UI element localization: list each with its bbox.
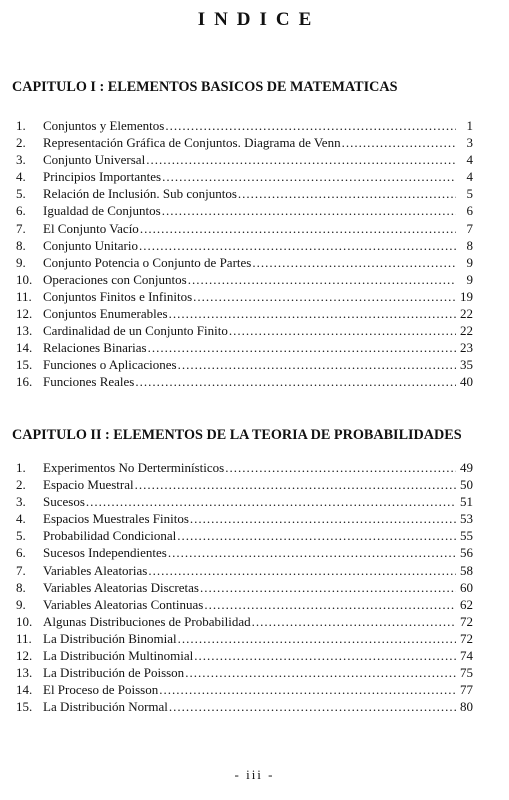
toc-entry	[16, 220, 473, 237]
entry-page-number: 80	[460, 699, 473, 715]
entry-page-number: 5	[466, 186, 473, 202]
entry-number: 1.	[16, 460, 26, 475]
toc-entry	[16, 544, 473, 561]
toc-entry	[16, 168, 473, 185]
entry-number: 8.	[16, 579, 26, 595]
entry-number: 2.	[16, 477, 26, 493]
entry-page-number: 40	[460, 374, 473, 390]
entry-page-number: 77	[460, 682, 473, 698]
entry-number: 14.	[16, 340, 33, 356]
entry-page-number: 8	[466, 237, 473, 253]
entry-number: 2.	[16, 135, 26, 151]
entry-number: 8.	[16, 237, 26, 253]
entry-page-number: 23	[460, 340, 473, 356]
entry-number: 12.	[16, 306, 33, 322]
dot-leader	[148, 562, 456, 579]
entry-title: Variables Aleatorias Discretas	[43, 579, 199, 595]
entry-title: Relaciones Binarias	[43, 340, 147, 356]
toc-entry	[16, 117, 473, 134]
entry-page-number: 19	[460, 288, 473, 304]
dot-leader	[178, 356, 456, 373]
dot-leader	[148, 339, 456, 356]
entry-title: Sucesos	[43, 494, 85, 510]
toc-entry	[16, 647, 473, 664]
entry-title: La Distribución Binomial	[43, 630, 177, 646]
entry-number: 7.	[16, 562, 26, 578]
dot-leader	[252, 254, 456, 271]
entry-page-number: 53	[460, 511, 473, 527]
entry-number: 3.	[16, 494, 26, 510]
dot-leader	[252, 613, 456, 630]
entry-page-number: 60	[460, 579, 473, 595]
entry-title: La Distribución Multinomial	[43, 648, 194, 664]
entry-title: Espacios Muestrales Finitos	[43, 511, 189, 527]
entry-page-number: 22	[460, 323, 473, 339]
entry-number: 9.	[16, 254, 26, 270]
entry-page-number: 74	[460, 648, 473, 664]
dot-leader	[178, 630, 456, 647]
page-title: INDICE	[197, 9, 321, 30]
entry-page-number: 51	[460, 494, 473, 510]
entry-number: 15.	[16, 357, 33, 373]
entry-number: 3.	[16, 152, 26, 168]
entry-number: 5.	[16, 186, 26, 202]
toc-entry	[16, 185, 473, 202]
entry-title: El Conjunto Vacío	[43, 220, 139, 236]
entry-title: Funciones Reales	[43, 374, 135, 390]
toc-entry	[16, 237, 473, 254]
dot-leader	[200, 579, 456, 596]
dot-leader	[140, 220, 456, 237]
entry-number: 16.	[16, 374, 33, 390]
toc-entry	[16, 476, 473, 493]
entry-page-number: 22	[460, 306, 473, 322]
toc-entry	[16, 322, 473, 339]
toc-entry	[16, 151, 473, 168]
dot-leader	[185, 664, 456, 681]
dot-leader	[193, 288, 456, 305]
entry-page-number: 7	[466, 220, 473, 236]
entry-number: 12.	[16, 648, 33, 664]
entry-title: Conjunto Potencia o Conjunto de Partes	[43, 254, 252, 270]
dot-leader	[177, 527, 456, 544]
entry-number: 9.	[16, 596, 26, 612]
dot-leader	[168, 544, 456, 561]
toc-entry	[16, 579, 473, 596]
entry-page-number: 55	[460, 528, 473, 544]
toc-entry	[16, 339, 473, 356]
entry-number: 13.	[16, 665, 33, 681]
dot-leader	[342, 134, 456, 151]
entry-page-number: 56	[460, 545, 473, 561]
entry-title: Conjuntos Enumerables	[43, 306, 168, 322]
entry-number: 1.	[16, 118, 26, 133]
entry-title: Principios Importantes	[43, 169, 162, 185]
toc-entry	[16, 613, 473, 630]
toc-entry	[16, 373, 473, 390]
dot-leader	[225, 459, 456, 476]
entry-title: Funciones o Aplicaciones	[43, 357, 177, 373]
dot-leader	[135, 476, 456, 493]
chapter-1-title: CAPITULO I : ELEMENTOS BASICOS DE MATEMATICAS	[12, 79, 398, 95]
dot-leader	[229, 322, 456, 339]
toc-entry	[16, 356, 473, 373]
entry-page-number: 35	[460, 357, 473, 373]
entry-title: Espacio Muestral	[43, 477, 134, 493]
entry-title: Relación de Inclusión. Sub conjuntos	[43, 186, 237, 202]
chapter-2-title: CAPITULO II : ELEMENTOS DE LA TEORIA DE PROBABILIDADES	[12, 427, 462, 443]
chapter-2-entries	[16, 459, 473, 715]
entry-title: Cardinalidad de un Conjunto Finito	[43, 323, 228, 339]
toc-entry	[16, 134, 473, 151]
entry-title: Conjunto Unitario	[43, 237, 138, 253]
entry-number: 6.	[16, 203, 26, 219]
entry-title: El Proceso de Poisson	[43, 682, 159, 698]
entry-page-number: 72	[460, 630, 473, 646]
entry-title: Algunas Distribuciones de Probabilidad	[43, 613, 251, 629]
entry-page-number: 9	[466, 254, 473, 270]
entry-page-number: 4	[466, 152, 473, 168]
entry-title: Variables Aleatorias Continuas	[43, 596, 204, 612]
dot-leader	[162, 168, 456, 185]
entry-title: Probabilidad Condicional	[43, 528, 177, 544]
dot-leader	[135, 373, 456, 390]
dot-leader	[146, 151, 456, 168]
entry-title: Conjuntos Finitos e Infinitos	[43, 288, 193, 304]
entry-page-number: 6	[466, 203, 473, 219]
entry-number: 11.	[16, 630, 32, 646]
entry-title: Operaciones con Conjuntos	[43, 271, 187, 287]
dot-leader	[190, 510, 456, 527]
entry-page-number: 50	[460, 477, 473, 493]
toc-entry	[16, 681, 473, 698]
entry-page-number: 1	[466, 118, 473, 133]
entry-title: Sucesos Independientes	[43, 545, 167, 561]
entry-title: La Distribución de Poisson	[43, 665, 185, 681]
entry-page-number: 75	[460, 665, 473, 681]
dot-leader	[204, 596, 456, 613]
entry-page-number: 72	[460, 613, 473, 629]
dot-leader	[165, 117, 456, 134]
entry-number: 14.	[16, 682, 33, 698]
dot-leader	[169, 698, 456, 715]
dot-leader	[238, 185, 456, 202]
entry-page-number: 49	[460, 460, 473, 475]
entry-number: 13.	[16, 323, 33, 339]
toc-entry	[16, 510, 473, 527]
entry-number: 4.	[16, 169, 26, 185]
dot-leader	[188, 271, 456, 288]
chapter-1-entries	[16, 117, 473, 391]
entry-number: 4.	[16, 511, 26, 527]
toc-entry	[16, 254, 473, 271]
dot-leader	[86, 493, 456, 510]
entry-page-number: 9	[466, 271, 473, 287]
entry-number: 7.	[16, 220, 26, 236]
entry-title: Conjunto Universal	[43, 152, 146, 168]
toc-entry	[16, 271, 473, 288]
entry-page-number: 62	[460, 596, 473, 612]
entry-page-number: 3	[466, 135, 473, 151]
toc-entry	[16, 596, 473, 613]
entry-title: Igualdad de Conjuntos	[43, 203, 161, 219]
entry-title: Conjuntos y Elementos	[43, 118, 165, 133]
toc-entry	[16, 305, 473, 322]
toc-entry	[16, 288, 473, 305]
page-number: - iii -	[234, 767, 275, 782]
entry-number: 11.	[16, 288, 32, 304]
entry-title: Experimentos No Derterminísticos	[43, 460, 225, 475]
toc-entry	[16, 459, 473, 476]
toc-entry	[16, 664, 473, 681]
entry-number: 15.	[16, 699, 33, 715]
entry-number: 10.	[16, 271, 33, 287]
dot-leader	[162, 202, 456, 219]
dot-leader	[159, 681, 456, 698]
toc-entry	[16, 493, 473, 510]
entry-title: Representación Gráfica de Conjuntos. Diagrama de Venn	[43, 135, 341, 151]
dot-leader	[139, 237, 456, 254]
entry-title: Variables Aleatorias	[43, 562, 148, 578]
toc-entry	[16, 202, 473, 219]
dot-leader	[194, 647, 456, 664]
entry-page-number: 4	[466, 169, 473, 185]
toc-entry	[16, 562, 473, 579]
entry-number: 10.	[16, 613, 33, 629]
entry-page-number: 58	[460, 562, 473, 578]
dot-leader	[169, 305, 456, 322]
entry-title: La Distribución Normal	[43, 699, 168, 715]
entry-number: 6.	[16, 545, 26, 561]
toc-entry	[16, 698, 473, 715]
toc-entry	[16, 630, 473, 647]
toc-entry	[16, 527, 473, 544]
entry-number: 5.	[16, 528, 26, 544]
